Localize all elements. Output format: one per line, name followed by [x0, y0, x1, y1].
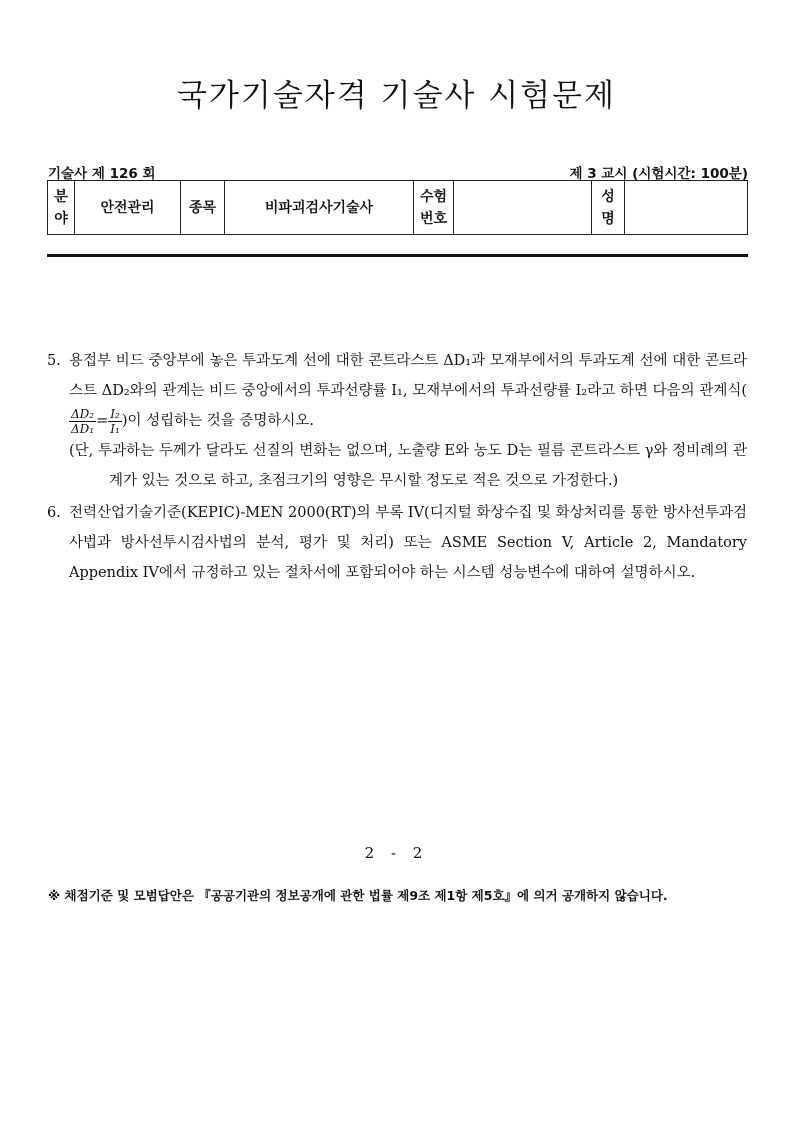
page-number: 2 - 2: [364, 844, 429, 862]
question-number: 6.: [47, 505, 61, 521]
footer-notice: ※ 채점기준 및 모범답안은 『공공기관의 정보공개에 관한 법률 제9조 제1항 제5호』에 의거 공개하지 않습니다.: [48, 888, 668, 903]
number-field[interactable]: [454, 181, 592, 235]
name-label: 성 명: [592, 181, 625, 235]
question-note: (단, 투과하는 두께가 달라도 선질의 변화는 없으며, 노출량 E와 농도 D는 필름 콘트라스트 γ와 정비례의 관계가 있는 것으로 하고, 초점크기의 영향은 무시할 정도로 적은 것으로 가정한다.): [69, 443, 747, 489]
field-label: 분 야: [48, 181, 75, 235]
name-field[interactable]: [625, 181, 748, 235]
field-value: 안전관리: [75, 181, 181, 235]
exam-info: [48, 162, 748, 180]
question-text: 전력산업기술기준(KEPIC)-MEN 2000(RT)의 부록 IV(디지털 화상수집 및 화상처리를 통한 방사선투과검사법과 방사선투시검사법의 분석, 평가 및 처리) 또는 ASME Section V, Article 2, Mandatory Appendix IV에서 규정하고 있는 절차서에 포함되어야 하는 시스템 성능변수에 대하여 설명하시오.: [69, 505, 747, 581]
formula-rhs-numerator: I₂: [110, 406, 120, 421]
header-divider: [47, 254, 748, 257]
question-6: [47, 498, 747, 588]
type-label: 종목: [181, 181, 225, 235]
type-value: 비파괴검사기술사: [225, 181, 414, 235]
question-5: [47, 346, 747, 436]
number-label: 수험 번호: [414, 181, 454, 235]
question-list: [47, 346, 747, 588]
question-text: 용접부 비드 중앙부에 놓은 투과도계 선에 대한 콘트라스트 ΔD₁과 모재부에서의 투과도계 선에 대한 콘트라스트 ΔD₂와의 관계는 비드 중앙에서의 투과선량률 I₁, 모재부에서의 투과선량률 I₂라고 하면 다음의 관계식(: [69, 353, 747, 399]
question-number: 5.: [47, 353, 61, 369]
formula-lhs-numerator: ΔD₂: [71, 406, 95, 421]
page-title: 국가기술자격 기술사 시험문제: [176, 78, 616, 114]
candidate-info-table: [47, 180, 748, 235]
exam-round: 기술사 제 126 회: [48, 166, 156, 182]
formula-lhs-fraction: [69, 407, 96, 436]
formula-equals: =: [96, 413, 109, 429]
formula-lhs-denominator: ΔD₁: [71, 421, 95, 436]
formula-rhs-fraction: [108, 407, 122, 436]
formula-rhs-denominator: I₁: [110, 421, 120, 436]
exam-session: 제 3 교시 (시험시간: 100분): [569, 166, 748, 182]
question-text-continued: )이 성립하는 것을 증명하시오.: [121, 413, 315, 429]
